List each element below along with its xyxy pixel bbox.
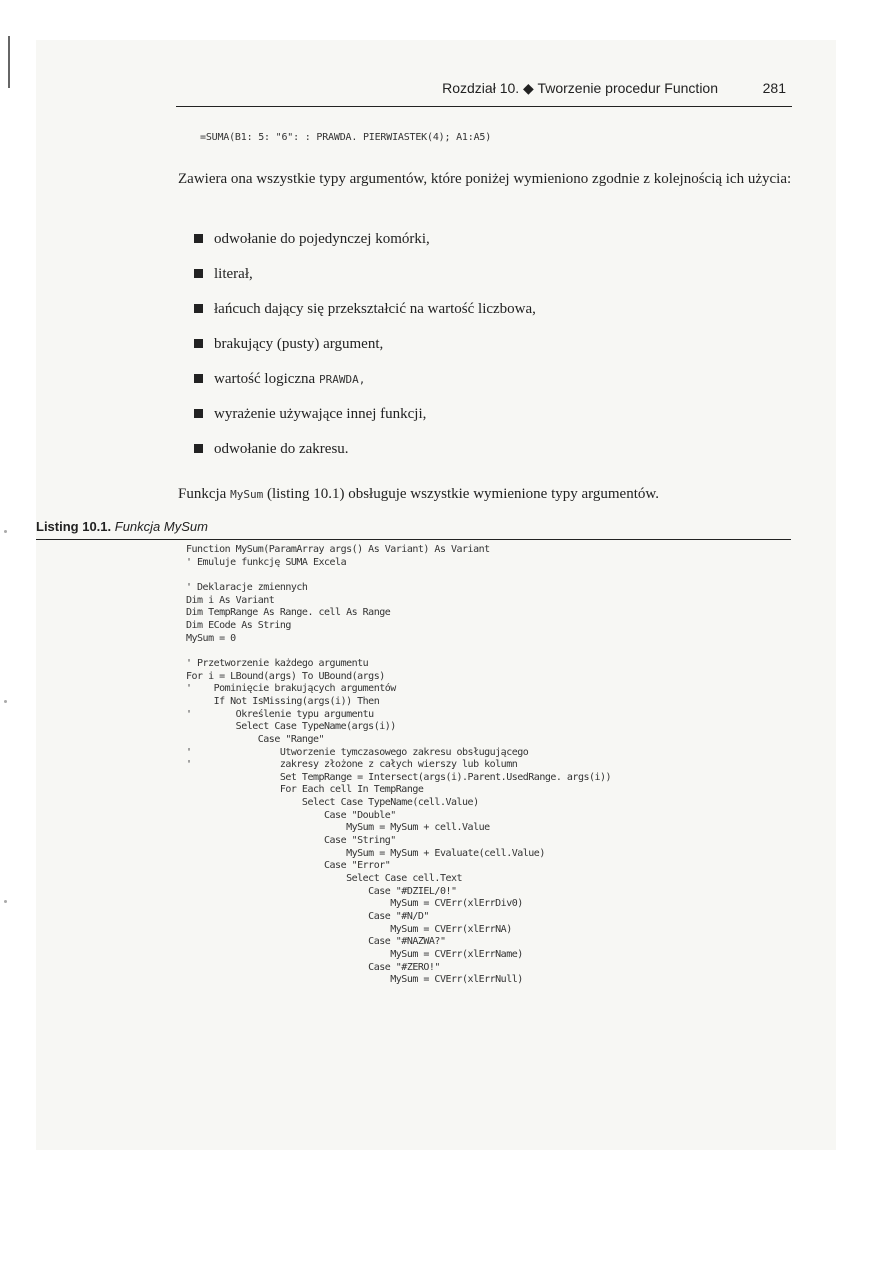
code-line: MySum = MySum + Evaluate(cell.Value) xyxy=(186,847,545,859)
code-line: For i = LBound(args) To UBound(args) xyxy=(186,670,385,682)
code-line: Case "Error" xyxy=(186,860,391,872)
code-line: Select Case cell.Text xyxy=(186,873,463,885)
code-line: MySum = CVErr(xlErrNull) xyxy=(186,974,523,986)
code-line: MySum = MySum + cell.Value xyxy=(186,822,490,834)
list-item: literał, xyxy=(194,263,536,298)
inline-code: MySum xyxy=(230,488,264,501)
listing-title: Funkcja MySum xyxy=(114,519,208,534)
square-bullet-icon xyxy=(194,339,203,348)
running-header xyxy=(176,78,792,107)
listing-label: Listing 10.1. xyxy=(36,519,112,534)
code-line: Case "#N/D" xyxy=(186,911,429,923)
code-line: Set TempRange = Intersect(args(i).Parent.UsedRange. args(i)) xyxy=(186,771,612,783)
code-listing xyxy=(186,544,611,987)
code-line: Case "Double" xyxy=(186,809,396,821)
code-line: ' Przetworzenie każdego argumentu xyxy=(186,657,369,669)
code-line: ' Pominięcie brakujących argumentów xyxy=(186,683,396,695)
code-line xyxy=(186,569,611,582)
list-item: odwołanie do pojedynczej komórki, xyxy=(194,228,536,263)
code-line: MySum = 0 xyxy=(186,632,236,644)
code-line: MySum = CVErr(xlErrName) xyxy=(186,949,523,960)
code-line: ' Utworzenie tymczasowego zakresu obsługującego xyxy=(186,746,529,758)
square-bullet-icon xyxy=(194,409,203,418)
square-bullet-icon xyxy=(194,374,203,383)
code-line: Case "String" xyxy=(186,835,396,847)
code-line: ' Emuluje funkcję SUMA Excela xyxy=(186,556,347,568)
square-bullet-icon xyxy=(194,444,203,453)
margin-dot xyxy=(4,900,7,903)
code-line: Select Case TypeName(cell.Value) xyxy=(186,797,479,809)
square-bullet-icon xyxy=(194,304,203,313)
code-line: ' Deklaracje zmiennych xyxy=(186,581,308,593)
page-number: 281 xyxy=(762,80,786,96)
chapter-title: Rozdział 10. ◆ Tworzenie procedur Function xyxy=(442,80,718,96)
code-line: Dim i As Variant xyxy=(186,594,275,606)
margin-mark xyxy=(8,36,10,88)
listing-caption xyxy=(36,519,791,540)
argument-types-list xyxy=(194,228,536,473)
list-item: łańcuch dający się przekształcić na wartość liczbowa, xyxy=(194,298,536,333)
intro-paragraph: Zawiera ona wszystkie typy argumentów, które poniżej wymieniono zgodnie z kolejnością ich użycia: xyxy=(178,171,792,187)
code-line: Case "#DZIEL/0!" xyxy=(186,885,457,897)
code-line: If Not IsMissing(args(i)) Then xyxy=(186,695,380,707)
margin-dot xyxy=(4,700,7,703)
code-line: Case "#NAZWA?" xyxy=(186,936,446,948)
code-line: MySum = CVErr(xlErrNA) xyxy=(186,923,512,935)
list-item: wartość logiczna PRAWDA, xyxy=(194,368,536,403)
list-item: wyrażenie używające innej funkcji, xyxy=(194,403,536,438)
code-line: For Each cell In TempRange xyxy=(186,784,424,796)
code-line: Select Case TypeName(args(i)) xyxy=(186,721,396,733)
code-line xyxy=(186,645,611,658)
margin-dot xyxy=(4,530,7,533)
code-line: Dim ECode As String xyxy=(186,619,291,631)
code-line: Dim TempRange As Range. cell As Range xyxy=(186,607,391,619)
list-item: brakujący (pusty) argument, xyxy=(194,333,536,368)
inline-code: PRAWDA, xyxy=(318,373,366,386)
code-line: ' Określenie typu argumentu xyxy=(186,708,374,720)
code-line: Case "Range" xyxy=(186,733,325,745)
formula-example: =SUMA(B1: 5: "6": : PRAWDA. PIERWIASTEK(4); A1:A5) xyxy=(200,132,492,143)
square-bullet-icon xyxy=(194,269,203,278)
code-line: Function MySum(ParamArray args() As Variant) As Variant xyxy=(186,544,490,555)
square-bullet-icon xyxy=(194,234,203,243)
code-line: ' zakresy złożone z całych wierszy lub kolumn xyxy=(186,759,518,771)
outro-paragraph: Funkcja MySum (listing 10.1) obsługuje wszystkie wymienione typy argumentów. xyxy=(178,486,659,502)
code-line: Case "#ZERO!" xyxy=(186,961,440,973)
code-line: MySum = CVErr(xlErrDiv0) xyxy=(186,898,523,910)
list-item: odwołanie do zakresu. xyxy=(194,438,536,473)
